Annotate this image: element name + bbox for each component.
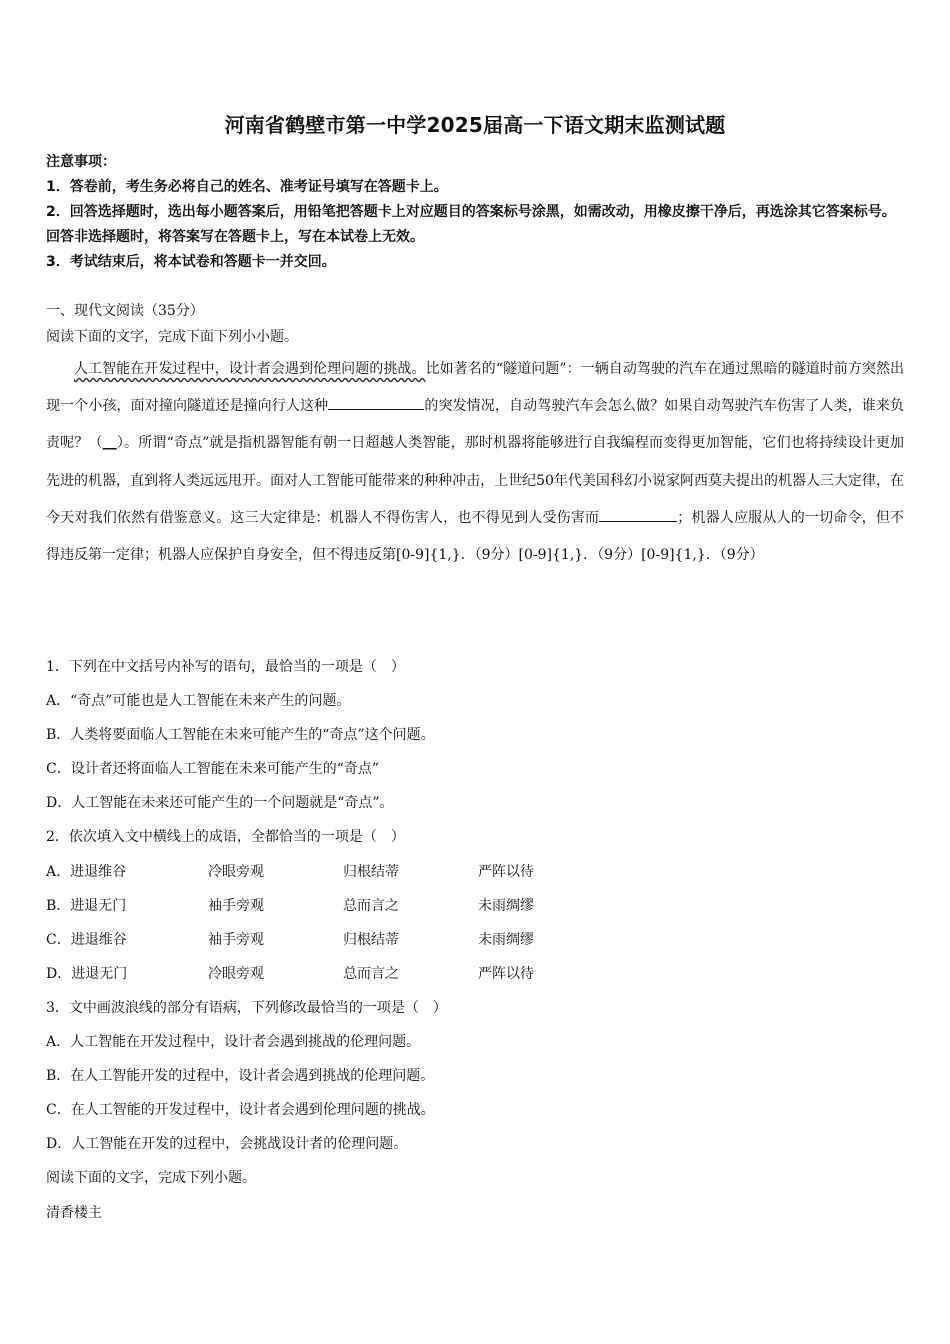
- question-3-stem: 3．文中画波浪线的部分有语病，下列修改最恰当的一项是（ ）: [46, 999, 447, 1016]
- wavy-underlined-sentence: 人工智能在开发过程中，设计者会遇到伦理问题的挑战。: [74, 361, 426, 377]
- option-word: 冷眼旁观: [208, 965, 264, 982]
- question-1-option-d: D．人工智能在未来还可能产生的一个问题就是“奇点”。: [46, 795, 394, 812]
- question-2-option-d: [46, 957, 906, 991]
- question-3-option-b: B．在人工智能开发的过程中，设计者会遇到挑战的伦理问题。: [46, 1068, 435, 1085]
- question-2-stem: 2．依次填入文中横线上的成语，全都恰当的一项是（ ）: [46, 829, 405, 846]
- notice-item: 1．答卷前，考生务必将自己的姓名、准考证号填写在答题卡上。: [46, 179, 448, 195]
- option-word: 总而言之: [343, 897, 399, 914]
- option-label: D．进退无门: [46, 965, 128, 982]
- fill-blank-1: [328, 393, 424, 410]
- notice-heading: 注意事项：: [46, 154, 116, 170]
- option-word: 严阵以待: [478, 863, 534, 880]
- reading-passage: [46, 351, 904, 574]
- option-word: 总而言之: [343, 965, 399, 982]
- notice-block: [46, 150, 906, 275]
- fill-blank-2: [599, 505, 677, 522]
- page-title: 河南省鹤壁市第一中学2025届高一下语文期末监测试题: [224, 113, 726, 137]
- option-word: 袖手旁观: [208, 931, 264, 948]
- question-3-option-c: C．在人工智能的开发过程中，设计者会遇到伦理问题的挑战。: [46, 1102, 435, 1119]
- question-2-option-a: [46, 855, 906, 889]
- question-1-stem: 1．下列在中文括号内补写的语句，最恰当的一项是（ ）: [46, 659, 405, 675]
- option-word: 冷眼旁观: [208, 863, 264, 880]
- question-1-option-b: B．人类将要面临人工智能在未来可能产生的“奇点”这个问题。: [46, 727, 435, 744]
- passage-text-b: 的突发情况，自动驾驶汽车会怎么做？如果自动驾驶汽车伤害了人类，谁来负责呢？（: [46, 398, 905, 452]
- option-word: 严阵以待: [478, 965, 534, 982]
- option-label: B．进退无门: [46, 897, 127, 914]
- section-2-instruction: 阅读下面的文字，完成下列小题。: [46, 1170, 256, 1187]
- passage-text-a: 比如著名的“隧道问题”：一辆自动驾驶的汽车在通过黑暗的隧道时前方突然出现一个小孩，面对撞向隧道还是撞向行人这种: [46, 361, 904, 415]
- section-1-instruction: 阅读下面的文字，完成下面下列小小题。: [46, 329, 298, 345]
- paren-blank: __: [102, 435, 117, 452]
- section-1-heading: 一、现代文阅读（35分）: [46, 303, 204, 319]
- option-word: 未雨绸缪: [478, 897, 534, 914]
- option-label: C．进退维谷: [46, 931, 127, 948]
- question-2-option-c: [46, 923, 906, 957]
- question-1-option-c: C．设计者还将面临人工智能在未来可能产生的“奇点”: [46, 761, 380, 778]
- question-1-option-a: A．“奇点”可能也是人工智能在未来产生的问题。: [46, 693, 351, 710]
- option-word: 归根结蒂: [343, 931, 399, 948]
- notice-item: 3．考试结束后，将本试卷和答题卡一并交回。: [46, 254, 336, 270]
- question-3-option-a: A．人工智能在开发过程中，设计者会遇到挑战的伦理问题。: [46, 1034, 421, 1051]
- notice-item: 2．回答选择题时，选出每小题答案后，用铅笔把答题卡上对应题目的答案标号涂黑，如需改动，用橡皮擦干净后，再选涂其它答案标号。回答非选择题时，将答案写在答题卡上，写在本试卷上无效。: [46, 204, 896, 245]
- question-2-option-b: [46, 889, 906, 923]
- passage-text-c: ）。所谓“奇点”就是指机器智能有朝一日超越人类智能，那时机器将能够进行自我编程而变得更加智能，它们也将持续设计更加先进的机器，直到将人类远远甩开。面对人工智能可能带来的种种冲击，上世纪50年代美国科幻小说家阿西莫夫提出的机器人三大定律，在今天对我们依然有借鉴意义。这三大定律是：机器人不得伤害人，也不得见到人受伤害而: [46, 435, 905, 526]
- option-label: A．进退维谷: [46, 863, 127, 880]
- section-1-header: [46, 298, 906, 350]
- section-2-subtitle: 清香楼主: [46, 1204, 102, 1221]
- option-word: 未雨绸缪: [478, 931, 534, 948]
- option-word: 归根结蒂: [343, 863, 399, 880]
- passage-text-d: ；机器人应服从人的一切命令，但不得违反第一定律；机器人应保护自身安全，但不得违反第[0-9]{1,}．（9分）[0-9]{1,}．（9分）[0-9]{1,}．（9分）: [46, 509, 905, 564]
- question-3-option-d: D．人工智能在开发的过程中，会挑战设计者的伦理问题。: [46, 1136, 408, 1153]
- questions-block: [46, 650, 906, 1230]
- option-word: 袖手旁观: [208, 897, 264, 914]
